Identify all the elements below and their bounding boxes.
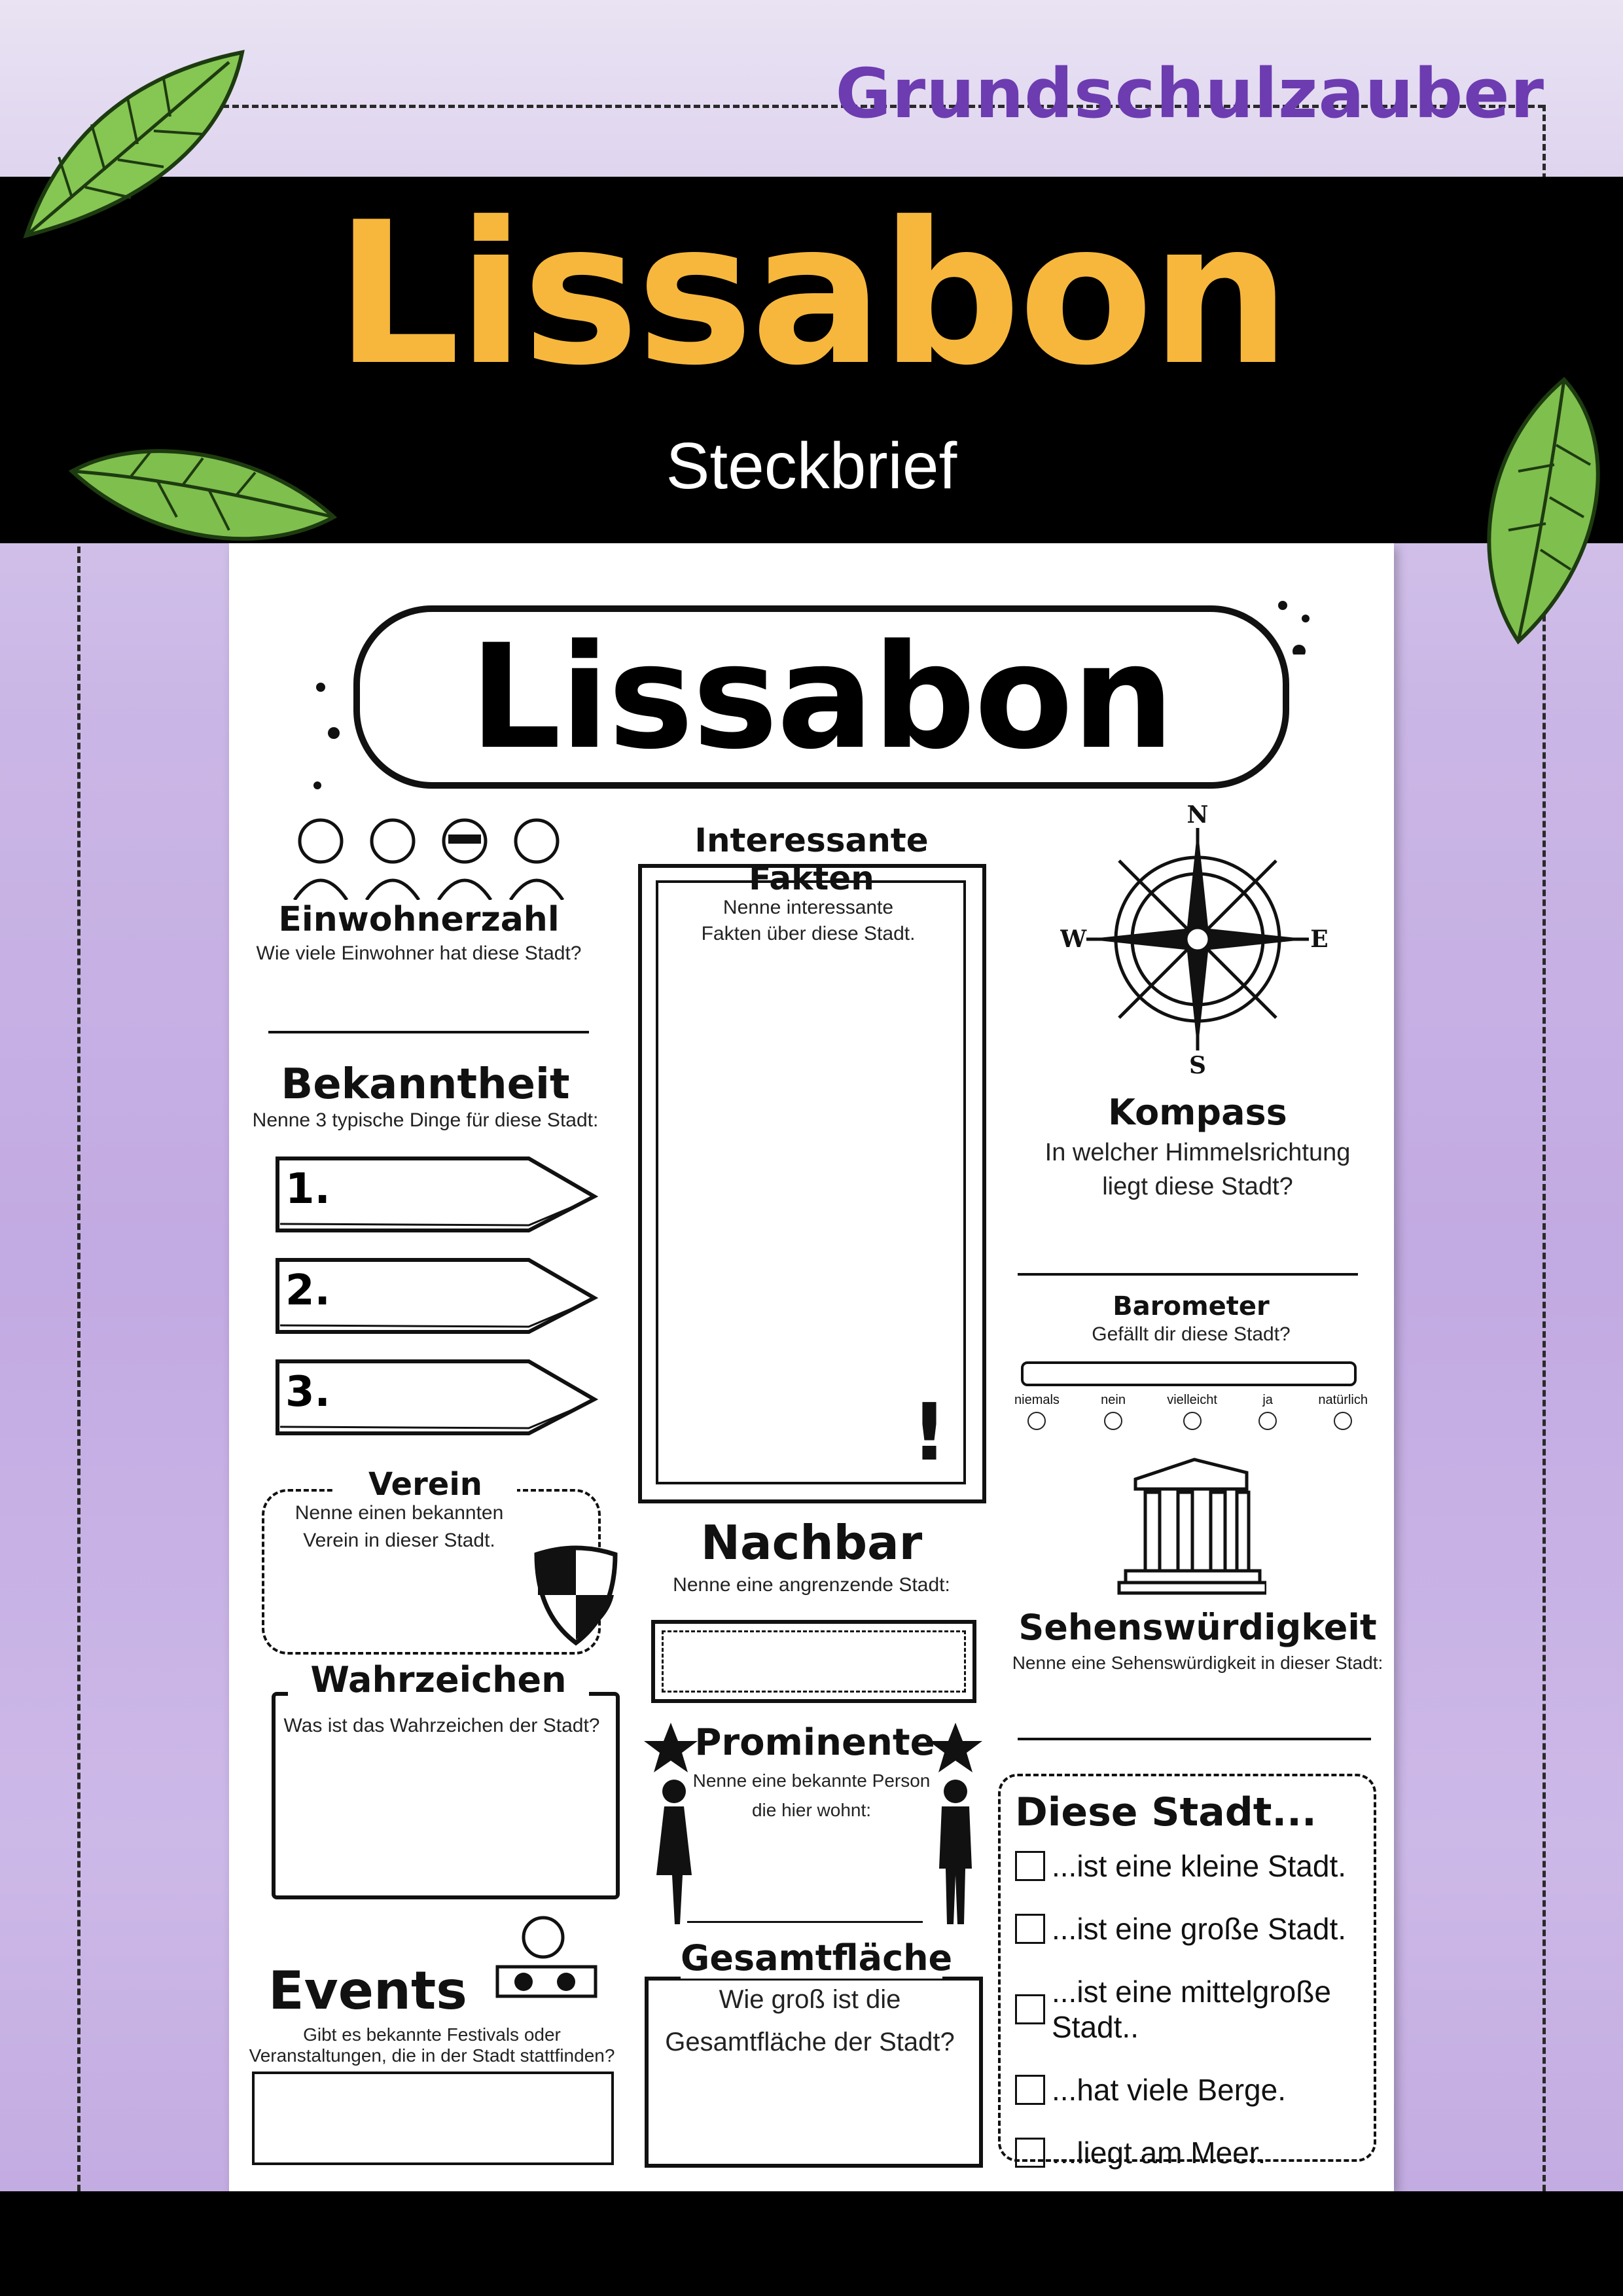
ink-dots [308, 674, 347, 805]
option-label: ...ist eine kleine Stadt. [1052, 1849, 1347, 1883]
option-label: ...hat viele Berge. [1052, 2073, 1286, 2107]
einwohner-heading: Einwohnerzahl [278, 900, 560, 939]
barometer-option-vielleicht[interactable] [1167, 1393, 1217, 1430]
dj-illustration [484, 1911, 602, 2003]
smile-face-icon [1258, 1412, 1277, 1430]
nachbar-heading: Nachbar [700, 1515, 923, 1570]
bekanntheit-item-label: 1. [285, 1165, 330, 1213]
sehenswuerdigkeit-prompt: Nenne eine Sehenswürdigkeit in dieser Stadt: [1012, 1653, 1383, 1673]
compass-n-label: N [1186, 802, 1209, 829]
compass-s-label: S [1189, 1052, 1206, 1077]
fakten-heading: Interessante Fakten [694, 821, 929, 897]
events-answer-box[interactable] [252, 2072, 614, 2165]
prominente-prompt-line-1: Nenne eine bekannte Person [692, 1770, 931, 1791]
diese-stadt-option[interactable] [1015, 1974, 1374, 2045]
prominente-heading: Prominente [694, 1721, 935, 1764]
star-icon [641, 1721, 700, 1774]
ink-dots [1237, 576, 1315, 655]
verein-heading: Verein [334, 1466, 517, 1503]
kompass-answer-line[interactable] [1018, 1273, 1358, 1276]
people-illustration [281, 808, 569, 900]
page-title: Lissabon [335, 180, 1288, 408]
events-prompt-line-2: Veranstaltungen, die in der Stadt stattfinden? [249, 2045, 615, 2066]
bekanntheit-item-label: 2. [285, 1266, 330, 1315]
compass-e-label: E [1310, 925, 1329, 953]
bekanntheit-prompt: Nenne 3 typische Dinge für diese Stadt: [252, 1109, 599, 1131]
woman-silhouette-icon [651, 1777, 697, 1928]
dashed-border-left [77, 537, 80, 2191]
nachbar-prompt: Nenne eine angrenzende Stadt: [673, 1574, 950, 1596]
barometer-option-label: natürlich [1318, 1393, 1368, 1407]
barometer-option-label: vielleicht [1167, 1393, 1217, 1407]
option-label: ...liegt am Meer. [1052, 2136, 1266, 2170]
bekanntheit-item-1[interactable] [274, 1152, 601, 1240]
gesamtflaeche-prompt-line-1: Wie groß ist die [719, 1985, 901, 2014]
gesamtflaeche-prompt-line-2: Gesamtfläche der Stadt? [665, 2028, 955, 2056]
wahrzeichen-heading: Wahrzeichen [288, 1659, 589, 1700]
events-heading: Events [268, 1960, 467, 2021]
verein-prompt-line-1: Nenne einen bekannten [294, 1502, 504, 1524]
barometer-prompt: Gefällt dir diese Stadt? [1092, 1323, 1291, 1345]
worksheet [229, 543, 1394, 2191]
verein-prompt-line-2: Verein in dieser Stadt. [303, 1530, 495, 1551]
bekanntheit-heading: Bekanntheit [281, 1060, 570, 1109]
diese-stadt-option[interactable] [1015, 1911, 1374, 1946]
leaf-icon [1472, 367, 1616, 655]
checkbox[interactable] [1015, 2075, 1045, 2105]
compass-w-label: W [1060, 925, 1087, 953]
bekanntheit-item-3[interactable] [274, 1355, 601, 1443]
barometer-bar[interactable] [1021, 1361, 1357, 1386]
neutral-face-icon [1183, 1412, 1202, 1430]
leaf-icon [13, 26, 255, 242]
gesamtflaeche-heading: Gesamtfläche [681, 1937, 953, 1979]
kompass-prompt-line-2: liegt diese Stadt? [1102, 1173, 1293, 1200]
checkbox[interactable] [1015, 1994, 1045, 2024]
checkbox[interactable] [1015, 1851, 1045, 1881]
kompass-prompt-line-1: In welcher Himmelsrichtung [1044, 1139, 1351, 1166]
brand-name: Grundschulzauber [835, 54, 1544, 134]
shield-icon [530, 1541, 622, 1646]
diese-stadt-heading: Diese Stadt... [1015, 1789, 1317, 1835]
barometer-option-label: niemals [1014, 1393, 1060, 1407]
prominente-prompt-line-2: die hier wohnt: [751, 1800, 872, 1820]
checkbox[interactable] [1015, 2138, 1045, 2168]
page-subtitle: Steckbrief [666, 429, 957, 503]
kompass-heading: Kompass [1108, 1092, 1287, 1133]
exclamation-mark: ! [911, 1388, 948, 1479]
man-silhouette-icon [933, 1777, 978, 1928]
sehenswuerdigkeit-heading: Sehenswürdigkeit [1018, 1607, 1377, 1648]
prominente-answer-line[interactable] [687, 1921, 923, 1923]
sehenswuerdigkeit-answer-line[interactable] [1018, 1738, 1371, 1740]
barometer-option-label: nein [1101, 1393, 1126, 1407]
barometer-scale [1014, 1393, 1368, 1430]
option-label: ...ist eine große Stadt. [1052, 1912, 1347, 1946]
worksheet-title: Lissabon [353, 605, 1289, 789]
bottom-bar [0, 2191, 1623, 2296]
fakten-prompt-line-2: Fakten über diese Stadt. [701, 923, 916, 944]
bekanntheit-item-label: 3. [285, 1368, 330, 1416]
einwohner-prompt: Wie viele Einwohner hat diese Stadt? [256, 942, 582, 964]
wahrzeichen-prompt: Was ist das Wahrzeichen der Stadt? [283, 1715, 600, 1736]
barometer-option-ja[interactable] [1258, 1393, 1277, 1430]
events-prompt-line-1: Gibt es bekannte Festivals oder [303, 2024, 561, 2045]
compass-rose-icon [1060, 802, 1335, 1077]
barometer-option-niemals[interactable] [1014, 1393, 1060, 1430]
frown-face-icon [1104, 1412, 1122, 1430]
option-label: ...ist eine mittelgroße Stadt.. [1052, 1975, 1331, 2044]
barometer-option-nein[interactable] [1101, 1393, 1126, 1430]
happy-face-icon [1334, 1412, 1352, 1430]
einwohner-answer-line[interactable] [268, 1031, 589, 1033]
diese-stadt-box [998, 1774, 1376, 2170]
temple-icon [1116, 1453, 1266, 1597]
diese-stadt-option[interactable] [1015, 2135, 1374, 2170]
barometer-option-label: ja [1262, 1393, 1273, 1407]
sad-face-icon [1027, 1412, 1046, 1430]
diese-stadt-option[interactable] [1015, 1848, 1374, 1884]
bekanntheit-item-2[interactable] [274, 1253, 601, 1341]
diese-stadt-option[interactable] [1015, 2072, 1374, 2108]
barometer-option-natuerlich[interactable] [1318, 1393, 1368, 1430]
nachbar-answer-box[interactable] [651, 1620, 976, 1703]
checkbox[interactable] [1015, 1914, 1045, 1944]
barometer-heading: Barometer [1113, 1291, 1270, 1321]
fakten-prompt-line-1: Nenne interessante [722, 897, 894, 918]
